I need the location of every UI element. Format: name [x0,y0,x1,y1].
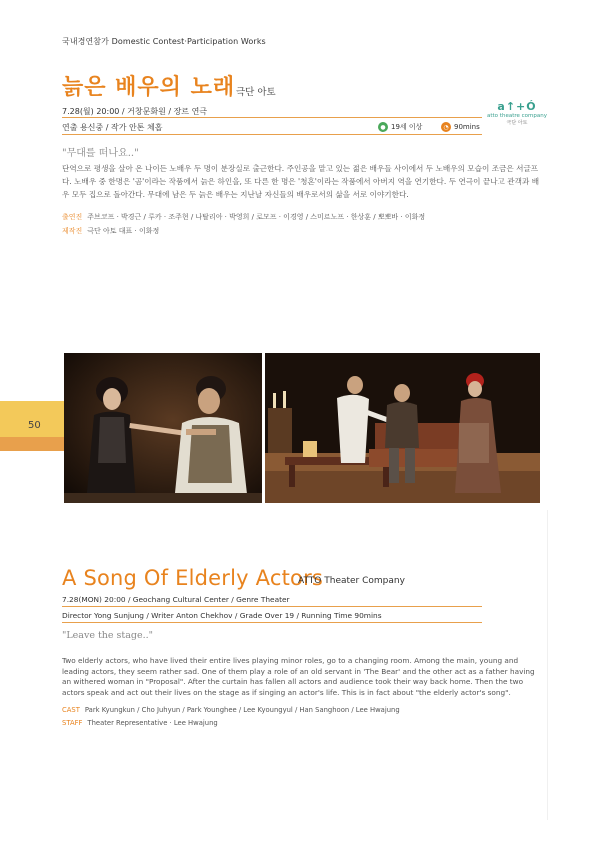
korean-info-director: 연출 용신중 / 작가 안톤 체홉 [62,123,163,132]
korean-title: 늙은 배우의 노래 [62,75,236,100]
divider [62,117,482,118]
korean-cast [62,212,425,222]
english-synopsis: Two elderly actors, who have lived their entire lives playing minor roles, go to a changing room. Among the main, young and leading actors, they seem rather sad. One of them play a role of an old servant in 'The Bear' and the other act as a father having an withered woman in "Proposal". After the curtain has fallen all actors and audience took their way back home. Then the two actors speak and act out their lives on the stage as if singing an actor's life. This is in fact about "the elderly actor's song". [62,656,535,697]
time-badge [441,121,480,133]
margin-line [547,510,548,820]
divider [62,134,482,135]
clock-icon: ◔ [441,122,451,132]
korean-staff-label: 제작진 [62,227,83,235]
english-staff [62,719,218,727]
english-cast-label: CAST [62,706,80,714]
english-staff-list: Theater Representative · Lee Hwajung [87,719,218,727]
english-info-director: Director Yong Sunjung / Writer Anton Chekhov / Grade Over 19 / Running Time 90mins [62,611,382,620]
divider [62,622,482,623]
logo-mark: a↑+Ó [497,100,537,113]
english-cast-list: Park Kyungkun / Cho Juhyun / Park Younghee / Lee Kyoungyul / Han Sanghoon / Lee Hwajung [84,706,400,714]
stage-photo-left [64,353,262,503]
page-number: 50 [28,420,41,431]
english-company: ATTO Theater Company [298,576,405,586]
korean-company: 극단 아토 [236,87,276,98]
page-tab-stripe [0,437,64,451]
korean-synopsis: 단역으로 평생을 살아 온 나이든 노배우 두 명이 분장실로 출근한다. 주인공을 맡고 있는 젊은 배우들 사이에서 두 노배우의 모습이 조금은 서글프다. 노배우 중 한명은 '곰'이라는 작품에서 늙은 하인을, 또 다른 한 명은 '청혼'이라는 작품에서 아버지 역을 연기한다. 두 연극이 끝나고 관객과 배우 모두 집으로 돌아간다. 무대에 남은 두 늙은 배우는 지난날 자신들의 배우로서의 삶을 서로 이야기한다. [62,164,540,199]
korean-staff [62,226,159,236]
time-badge-label: 90mins [454,123,480,131]
age-badge [378,121,422,133]
english-info-date-venue: 7.28(MON) 20:00 / Geochang Cultural Center / Genre Theater [62,595,290,604]
english-quote: "Leave the stage.." [62,630,154,641]
section-label: 국내경연참가 Domestic Contest·Participation Works [62,37,266,46]
person-icon: ● [378,122,388,132]
divider [62,606,482,607]
english-title: A Song Of Elderly Actors [62,566,324,590]
korean-quote: "무대를 떠나요.." [62,148,139,159]
stage-photo-right [265,353,540,503]
logo-name-kr: 극단 아토 [506,120,528,126]
logo-name-en: atto theatre company [487,113,547,119]
korean-cast-list: 주브코프 · 박경근 / 루카 · 조주현 / 나탈리아 · 박영희 / 로모프 · 이경영 / 스미르노프 · 한상훈 / 뽀뽀바 · 이화정 [87,213,426,221]
age-badge-label: 19세 이상 [391,123,423,131]
english-staff-label: STAFF [62,719,83,727]
korean-info-date-venue: 7.28(월) 20:00 / 거창문화원 / 장르 연극 [62,107,208,116]
english-cast [62,706,400,714]
korean-cast-label: 출연진 [62,213,83,221]
company-logo [487,100,547,140]
korean-staff-list: 극단 아토 대표 · 이화정 [87,227,160,235]
